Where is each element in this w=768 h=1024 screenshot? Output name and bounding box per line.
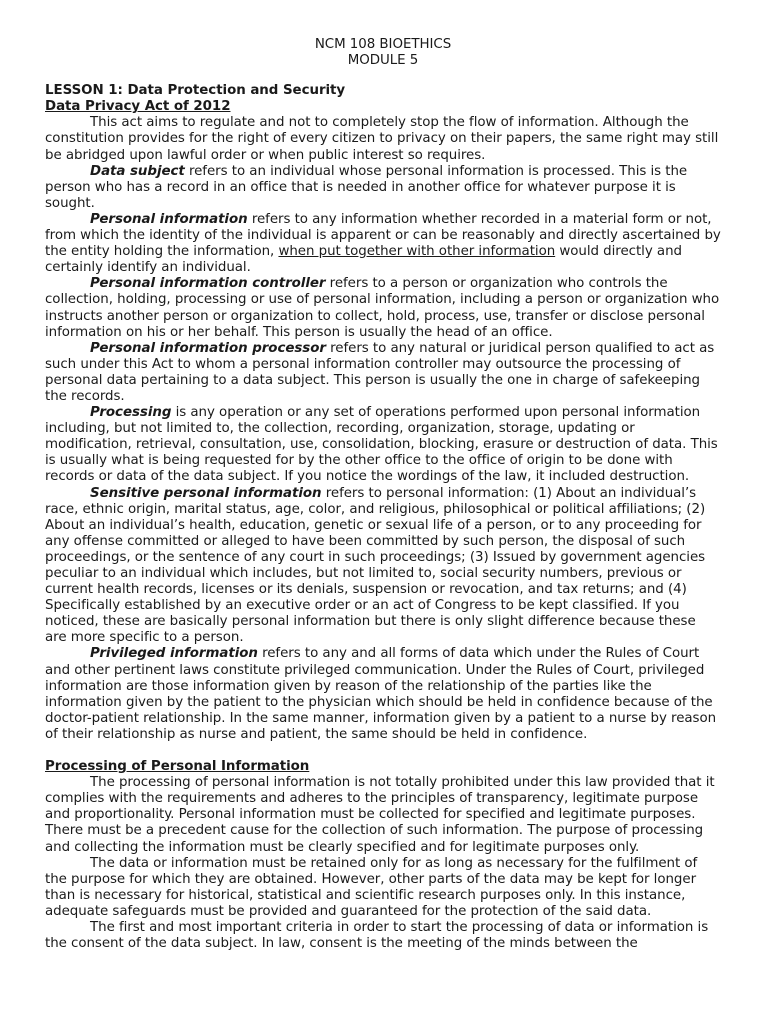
definition-personal-information (45, 212, 721, 276)
definition-processing (45, 405, 721, 485)
module-label: MODULE 5 (347, 53, 419, 69)
section-spacer (45, 743, 721, 759)
definition-text: refers to personal information: (1) About an individual’s race, ethnic origin, marital status, age, color, and religious, philosophical or political affiliations; (2) About an individual’s health, education, genetic or sexual life of a person, or to any proceeding for any offense committed or alleged to have been committed by such person, the disposal of such proceedings, or the sentence of any court in such proceedings; (3) Issued by government agencies peculiar to an individual which includes, but not limited to, social security numbers, previous or current health records, licenses or its denials, suspension or revocation, and tax returns; and (4) Specifically established by an executive order or an act of Congress to be kept classified. If you noticed, these are basically personal information but there is only slight difference because these are more specific to a person. (45, 485, 706, 646)
term-label: Data subject (90, 163, 185, 179)
definition-data-subject (45, 164, 721, 212)
definition-personal-information-processor (45, 341, 721, 405)
definition-text: is any operation or any set of operations performed upon personal information including, but not limited to, the collection, recording, organization, storage, updating or modification, retrieval, consultation, use, consolidation, blocking, erasure or destruction of data. This is usually what is being requested for by the other office to the office of origin to be done with records or data of the data subject. If you notice the wordings of the law, it included destruction. (45, 405, 718, 485)
lesson-subtitle: Data Privacy Act of 2012 (45, 99, 231, 115)
definition-sensitive-personal-information (45, 486, 721, 647)
definition-personal-information-controller (45, 276, 721, 340)
definition-privileged-information (45, 646, 721, 743)
term-label: Personal information processor (90, 340, 326, 356)
term-label: Privileged information (90, 646, 258, 662)
term-label: Personal information controller (90, 276, 326, 292)
definition-text: would directly and certainly identify an individual. (45, 244, 682, 276)
lesson-title: LESSON 1: Data Protection and Security (45, 83, 346, 99)
definition-text: refers to an individual whose personal information is processed. This is the person who has a record in an office that is needed in another office for whatever purpose it is sought. (45, 163, 688, 211)
course-title: NCM 108 BIOETHICS (314, 37, 452, 52)
term-label: Sensitive personal information (90, 485, 322, 501)
definition-text: refers to any and all forms of data which under the Rules of Court and other pertinent laws constitute privileged communication. Under the Rules of Court, privileged information are those information given by reason of the relationship of the parties like the information given by the patient to the physician which should be held in confidence because of the doctor-patient relationship. In the same manner, information given by a patient to a nurse by reason of their relationship as nurse and patient, the same should be held in confidence. (45, 646, 717, 742)
processing-paragraph: The processing of personal information is not totally prohibited under this law provided that it complies with the requirements and adheres to the principles of transparency, legitimate purpose and proportionality. Personal information must be collected for specified and legitimate purposes. There must be a precedent cause for the collection of such information. The purpose of processing and collecting the information must be clearly specified and for legitimate purposes only. (45, 775, 715, 855)
definition-text: refers to any information whether recorded in a material form or not, from which the identity of the individual is apparent or can be reasonably and directly ascertained by the entity holding the information, (45, 211, 721, 260)
processing-paragraph: The first and most important criteria in order to start the processing of data or information is the consent of the data subject. In law, consent is the meeting of the minds between the (45, 919, 709, 952)
term-label: Processing (90, 405, 172, 421)
section-heading: Processing of Personal Information (45, 759, 310, 775)
processing-paragraph: The data or information must be retained only for as long as necessary for the fulfilment of the purpose for which they are obtained. However, other parts of the data may be kept for longer than is necessary for historical, statistical and scientific research purposes only. In this instance, adequate safeguards must be provided and guaranteed for the protection of the said data. (45, 855, 698, 919)
term-label: Personal information (90, 211, 248, 227)
definition-text: refers to a person or organization who controls the collection, holding, processing or use of personal information, including a person or organization who instructs another person or organization to collect, hold, process, use, transfer or disclose personal information on his or her behalf. This person is usually the head of an office. (45, 276, 720, 340)
document-page (45, 37, 721, 952)
underlined-phrase: when put together with other information (278, 244, 556, 260)
intro-paragraph: This act aims to regulate and not to completely stop the flow of information. Although the constitution provides for the right of every citizen to privacy on their papers, the same right may still be abridged upon lawful order or when public interest so requires. (45, 115, 719, 163)
definition-text: refers to any natural or juridical person qualified to act as such under this Act to whom a personal information controller may outsource the processing of personal data pertaining to a data subject. This person is usually the one in charge of safekeeping the records. (45, 340, 715, 404)
